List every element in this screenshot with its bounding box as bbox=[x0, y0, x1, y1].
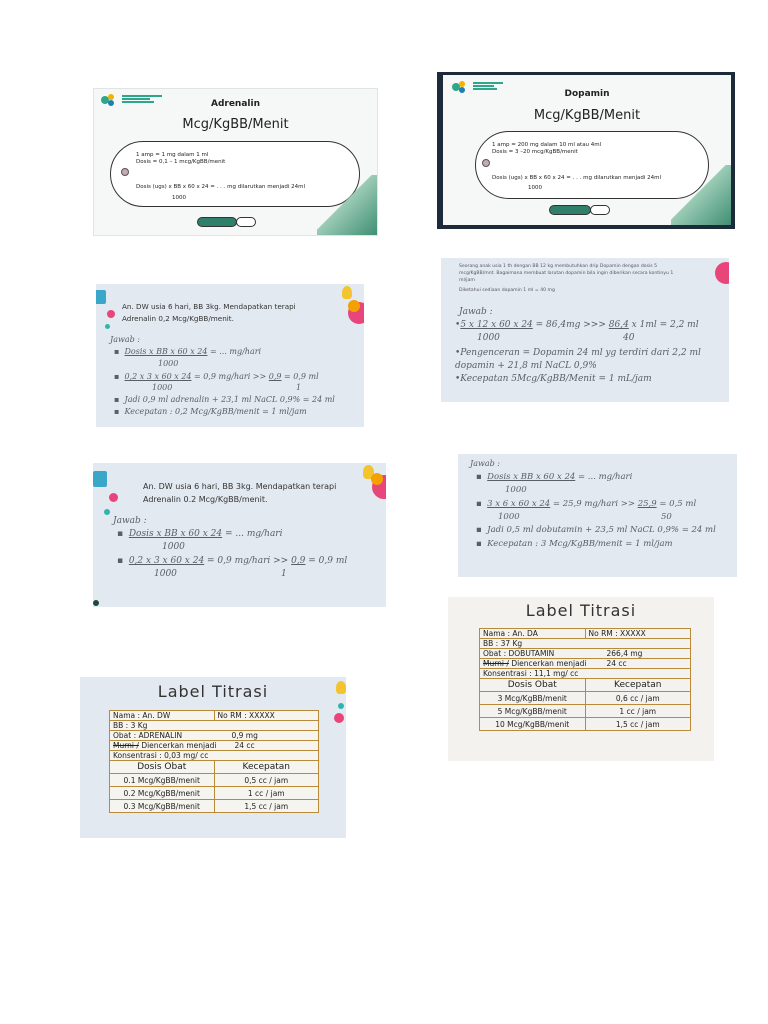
deco-teal-circle bbox=[338, 703, 344, 709]
kecepatan-cell: 1 cc / jam bbox=[585, 705, 691, 718]
calc-line: dopamin + 21,8 ml NaCL 0,9% bbox=[455, 361, 597, 371]
calc-denominator: 1000 bbox=[162, 542, 185, 552]
calc-denominator: 1000 bbox=[477, 333, 500, 343]
deco-yellow-circle bbox=[348, 300, 360, 312]
label-titrasi-dobutamin bbox=[448, 597, 714, 761]
case-heading: Adrenalin 0,2 Mcg/KgBB/menit. bbox=[122, 314, 234, 323]
formula-denominator: 1000 bbox=[528, 185, 542, 191]
calc-denominator: 1000 bbox=[154, 569, 177, 579]
label-table bbox=[109, 710, 319, 813]
calc-line: ▪ Dosis x BB x 60 x 24 = ... mg/hari bbox=[114, 347, 262, 356]
calc-line: ▪ 0,2 x 3 x 60 x 24 = 0,9 mg/hari >> 0,9 = 0,9 ml bbox=[114, 372, 319, 381]
jawab-label: Jawab : bbox=[459, 307, 493, 317]
norm-cell: No RM : XXXXX bbox=[585, 629, 691, 639]
murni-cell: Murni / Diencerkan menjadi 24 cc bbox=[110, 741, 319, 751]
calc-denominator: 1000 bbox=[498, 512, 520, 522]
deco-teal-circle bbox=[105, 324, 110, 329]
info-line: 1 amp = 1 mg dalam 1 ml bbox=[136, 152, 209, 158]
calc-denominator: 1000 bbox=[158, 359, 179, 368]
calc-denominator: 1000 bbox=[505, 485, 527, 495]
bullet-dot-icon bbox=[121, 168, 129, 176]
dosis-cell: 5 Mcg/KgBB/menit bbox=[480, 705, 586, 718]
deco-yellow-circle bbox=[371, 473, 383, 485]
dopamin-slide-inner bbox=[443, 75, 731, 225]
norm-cell: No RM : XXXXX bbox=[214, 711, 319, 721]
konsentrasi-cell: Konsentrasi : 0,03 mg/ cc bbox=[110, 751, 319, 761]
case-heading: An. DW usia 6 hari, BB 3kg. Mendapatkan terapi bbox=[143, 482, 337, 491]
calc-line: ▪ 3 x 6 x 60 x 24 = 25,9 mg/hari >> 25,9 = 0,5 ml bbox=[476, 499, 697, 509]
kecepatan-cell: 1 cc / jam bbox=[214, 787, 319, 800]
jawab-label: Jawab : bbox=[110, 335, 140, 344]
nama-cell: Nama : An. DA bbox=[480, 629, 586, 639]
thumbs-up-icon bbox=[93, 471, 107, 487]
col-header-dosis: Dosis Obat bbox=[480, 679, 586, 692]
calc-denominator: 40 bbox=[623, 333, 635, 343]
col-header-dosis: Dosis Obat bbox=[110, 761, 215, 774]
intro-line: Diketahui sediaan dopamin 1 ml = 40 mg bbox=[459, 288, 555, 293]
adrenalin-case-short-slide bbox=[93, 463, 386, 607]
lightbulb-icon bbox=[342, 286, 352, 299]
calc-line: ▪ Kecepatan : 3 Mcg/KgBB/menit = 1 ml/jam bbox=[476, 539, 673, 549]
kecepatan-cell: 1,5 cc / jam bbox=[214, 800, 319, 813]
murni-cell: Murni / Diencerkan menjadi 24 cc bbox=[480, 659, 691, 669]
calc-denominator: 50 bbox=[661, 512, 672, 522]
intro-line: mcg/KgBB/mnt. Bagaimana membuat larutan dopamin bila ingin diberikan secara kontinyu 1 bbox=[459, 271, 674, 276]
adrenalin-case-slide bbox=[96, 284, 364, 427]
calc-denominator: 1000 bbox=[152, 383, 173, 392]
jawab-label: Jawab : bbox=[113, 516, 147, 526]
adrenalin-slide bbox=[93, 88, 378, 236]
dosis-cell: 3 Mcg/KgBB/menit bbox=[480, 692, 586, 705]
calc-line: ▪ Kecepatan : 0,2 Mcg/KgBB/menit = 1 ml/jam bbox=[114, 407, 307, 416]
jawab-label: Jawab : bbox=[470, 459, 500, 468]
bb-cell: BB : 37 Kg bbox=[480, 639, 691, 649]
slide-title: Dopamin bbox=[564, 89, 610, 99]
calc-line: ▪ Dosis x BB x 60 x 24 = ... mg/hari bbox=[476, 472, 633, 482]
intro-line: ml/jam bbox=[459, 278, 475, 283]
label-title: Label Titrasi bbox=[157, 682, 269, 701]
obat-cell: Obat : ADRENALIN 0,9 mg bbox=[110, 731, 319, 741]
konsentrasi-cell: Konsentrasi : 11,1 mg/ cc bbox=[480, 669, 691, 679]
obat-cell: Obat : DOBUTAMIN 266,4 mg bbox=[480, 649, 691, 659]
calc-line: ▪ Jadi 0,5 ml dobutamin + 23,5 ml NaCL 0,9% = 24 ml bbox=[476, 525, 716, 535]
dosis-cell: 0.2 Mcg/KgBB/menit bbox=[110, 787, 215, 800]
case-heading: Adrenalin 0.2 Mcg/KgBB/menit. bbox=[143, 495, 268, 504]
intro-line: Seorang anak usia 1 th dengan BB 12 kg membutuhkan drip Dopamin dengan dosis 5 bbox=[459, 264, 658, 269]
formula-line: Dosis (ugs) x BB x 60 x 24 = . . . mg dilarutkan menjadi 24ml bbox=[136, 184, 306, 190]
calc-line: •Kecepatan 5Mcg/KgBB/Menit = 1 mL/jam bbox=[455, 374, 652, 384]
kecepatan-cell: 0,5 cc / jam bbox=[214, 774, 319, 787]
dosis-cell: 0.1 Mcg/KgBB/menit bbox=[110, 774, 215, 787]
dobutamin-case-slide bbox=[458, 454, 737, 577]
deco-pink-circle bbox=[334, 713, 344, 723]
calc-denominator: 1 bbox=[296, 383, 302, 392]
deco-pink-circle bbox=[107, 310, 115, 318]
dopamin-case-slide bbox=[441, 258, 729, 402]
info-line: 1 amp = 200 mg dalam 10 ml atau 4ml bbox=[492, 142, 602, 148]
label-titrasi-adrenalin bbox=[80, 677, 346, 838]
formula-line: Dosis (ugs) x BB x 60 x 24 = . . . mg dilarutkan menjadi 24ml bbox=[492, 175, 662, 181]
green-corner-decoration bbox=[671, 165, 731, 225]
info-line: Dosis = 3 –20 mcg/KgBB/menit bbox=[492, 149, 578, 155]
info-line: Dosis = 0,1 – 1 mcg/KgBB/menit bbox=[136, 159, 226, 165]
nama-cell: Nama : An. DW bbox=[110, 711, 215, 721]
bb-cell: BB : 3 Kg bbox=[110, 721, 319, 731]
case-heading: An. DW usia 6 hari, BB 3kg. Mendapatkan terapi bbox=[122, 302, 296, 311]
formula-denominator: 1000 bbox=[172, 195, 186, 201]
slide-title: Adrenalin bbox=[210, 99, 260, 109]
calc-line: •5 x 12 x 60 x 24 = 86,4mg >>> 86,4 x 1ml = 2,2 ml bbox=[455, 320, 699, 330]
label-title: Label Titrasi bbox=[525, 601, 637, 620]
progress-bar bbox=[197, 217, 237, 227]
calc-line: •Pengenceran = Dopamin 24 ml yg terdiri dari 2,2 ml bbox=[455, 348, 701, 358]
bullet-dot-icon bbox=[482, 159, 490, 167]
deco-teal-circle bbox=[104, 509, 110, 515]
col-header-kecepatan: Kecepatan bbox=[585, 679, 691, 692]
thumbs-up-icon bbox=[96, 290, 106, 304]
label-table bbox=[479, 628, 691, 731]
dopamin-slide bbox=[437, 72, 735, 229]
deco-dark-dot bbox=[93, 600, 99, 606]
col-header-kecepatan: Kecepatan bbox=[214, 761, 319, 774]
deco-pink-circle bbox=[109, 493, 118, 502]
kecepatan-cell: 1,5 cc / jam bbox=[585, 718, 691, 731]
calc-line: ▪ Jadi 0,9 ml adrenalin + 23,1 ml NaCL 0,9% = 24 ml bbox=[114, 395, 335, 404]
dosis-cell: 10 Mcg/KgBB/menit bbox=[480, 718, 586, 731]
calc-line: ▪ Dosis x BB x 60 x 24 = ... mg/hari bbox=[117, 529, 283, 539]
slide-subtitle: Mcg/KgBB/Menit bbox=[182, 117, 289, 132]
progress-bar bbox=[549, 205, 591, 215]
calc-line: ▪ 0,2 x 3 x 60 x 24 = 0,9 mg/hari >> 0,9 = 0,9 ml bbox=[117, 556, 348, 566]
kecepatan-cell: 0,6 cc / jam bbox=[585, 692, 691, 705]
deco-pink-circle bbox=[715, 262, 729, 284]
dosis-cell: 0.3 Mcg/KgBB/menit bbox=[110, 800, 215, 813]
calc-denominator: 1 bbox=[281, 569, 287, 579]
slide-subtitle: Mcg/KgBB/Menit bbox=[533, 108, 641, 123]
green-corner-decoration bbox=[317, 175, 377, 235]
